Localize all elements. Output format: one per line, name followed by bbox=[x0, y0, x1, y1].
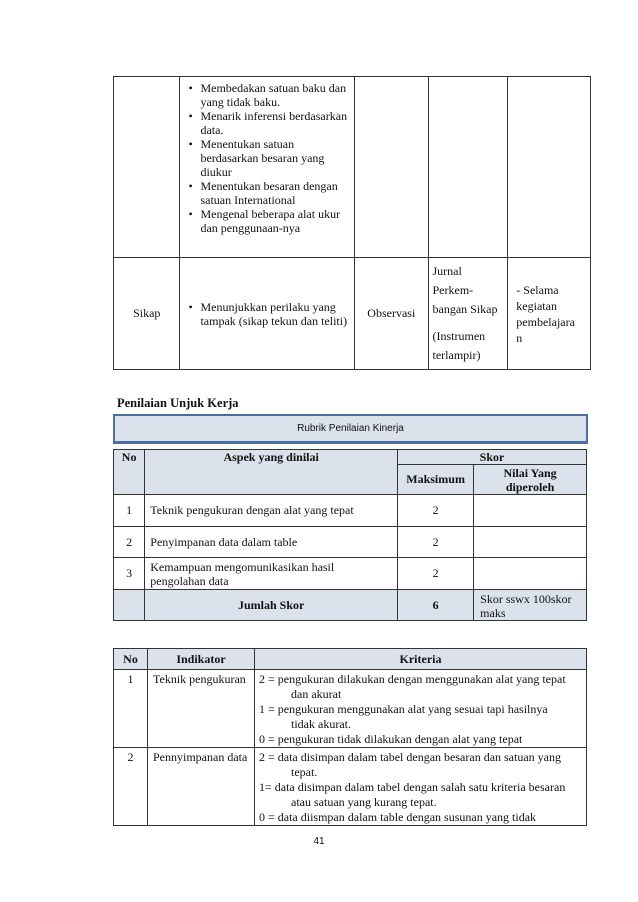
table-row bbox=[114, 670, 587, 748]
aspect-cell: Sikap bbox=[114, 258, 180, 370]
list-item: • Menarik inferensi berdasarkan data. bbox=[186, 109, 348, 137]
header-no: No bbox=[114, 450, 145, 495]
instrument-text: terlampir) bbox=[432, 348, 481, 362]
instrument-text: Jurnal bbox=[432, 264, 462, 278]
list-item: • Menentukan satuan berdasarkan besaran yang diukur bbox=[186, 137, 348, 179]
list-item: • Menentukan besaran dengan satuan International bbox=[186, 179, 348, 207]
criteria-line: 0 = pengukuran tidak dilakukan dengan alat yang tepat bbox=[259, 732, 523, 746]
row-nilai bbox=[474, 495, 587, 527]
indicator-cell bbox=[180, 258, 355, 370]
table-row bbox=[114, 258, 591, 370]
criteria-line: 1= data disimpan dalam tabel dengan salah satu kriteria besaran atau satuan yang kurang tepat. bbox=[259, 780, 566, 809]
table-cell bbox=[114, 590, 145, 621]
table-row bbox=[114, 77, 591, 258]
row-aspek: Teknik pengukuran dengan alat yang tepat bbox=[145, 495, 398, 527]
list-item: • Menunjukkan perilaku yang tampak (sikap tekun dan teliti) bbox=[186, 300, 348, 328]
header-aspek: Aspek yang dinilai bbox=[145, 450, 398, 495]
table-cell bbox=[114, 77, 180, 258]
technique-cell: Observasi bbox=[355, 258, 428, 370]
total-nilai: Skor sswx 100skor maks bbox=[474, 590, 587, 621]
row-no: 2 bbox=[114, 748, 148, 826]
header-indikator: Indikator bbox=[148, 649, 255, 670]
table-cell bbox=[355, 77, 428, 258]
header-nilai: Nilai Yang diperoleh bbox=[474, 465, 587, 495]
header-maksimum: Maksimum bbox=[398, 465, 474, 495]
row-kriteria bbox=[255, 748, 587, 826]
assessment-table bbox=[113, 76, 591, 370]
instrument-text: (Instrumen bbox=[432, 329, 486, 343]
indicator-cell bbox=[180, 77, 355, 258]
row-aspek: Penyimpanan data dalam table bbox=[145, 527, 398, 558]
row-indikator: Teknik pengukuran bbox=[148, 670, 255, 748]
row-nilai bbox=[474, 527, 587, 558]
row-maks: 2 bbox=[398, 527, 474, 558]
table-row bbox=[114, 558, 587, 590]
table-row bbox=[114, 748, 587, 826]
table-header-row bbox=[114, 450, 587, 465]
criteria-line: 0 = data diismpan dalam table dengan susunan yang tidak bbox=[259, 810, 537, 824]
row-indikator: Pennyimpanan data bbox=[148, 748, 255, 826]
total-maks: 6 bbox=[398, 590, 474, 621]
page-number: 41 bbox=[313, 836, 325, 847]
table-header-row bbox=[114, 649, 587, 670]
row-nilai bbox=[474, 558, 587, 590]
criteria-line: 2 = data disimpan dalam tabel dengan besaran dan satuan yang tepat. bbox=[259, 750, 561, 779]
row-no: 1 bbox=[114, 495, 145, 527]
rubric-title-bar: Rubrik Penilaian Kinerja bbox=[113, 414, 588, 444]
total-row bbox=[114, 590, 587, 621]
row-maks: 2 bbox=[398, 495, 474, 527]
header-no: No bbox=[114, 649, 148, 670]
table-row bbox=[114, 495, 587, 527]
row-kriteria bbox=[255, 670, 587, 748]
criteria-table bbox=[113, 648, 587, 826]
list-item: • Mengenal beberapa alat ukur dan penggunaan-nya bbox=[186, 207, 348, 235]
section-title: Penilaian Unjuk Kerja bbox=[117, 396, 239, 410]
time-cell: - Selama kegiatan pembelajara n bbox=[508, 258, 591, 370]
row-aspek: Kemampuan mengomunikasikan hasil pengolahan data bbox=[145, 558, 398, 590]
indicator-list bbox=[186, 81, 348, 235]
rubric-table bbox=[113, 449, 587, 621]
row-no: 2 bbox=[114, 527, 145, 558]
instrument-text: bangan Sikap bbox=[432, 302, 498, 316]
row-maks: 2 bbox=[398, 558, 474, 590]
list-item: • Membedakan satuan baku dan yang tidak baku. bbox=[186, 81, 348, 109]
header-skor: Skor bbox=[398, 450, 587, 465]
row-no: 3 bbox=[114, 558, 145, 590]
instrument-text: Perkem- bbox=[432, 283, 474, 297]
total-label: Jumlah Skor bbox=[145, 590, 398, 621]
instrument-cell bbox=[428, 258, 508, 370]
table-cell bbox=[508, 77, 591, 258]
indicator-list bbox=[186, 300, 348, 328]
row-no: 1 bbox=[114, 670, 148, 748]
header-kriteria: Kriteria bbox=[255, 649, 587, 670]
table-row bbox=[114, 527, 587, 558]
criteria-line: 1 = pengukuran menggunakan alat yang sesuai tapi hasilnya tidak akurat. bbox=[259, 702, 548, 731]
table-cell bbox=[428, 77, 508, 258]
criteria-line: 2 = pengukuran dilakukan dengan menggunakan alat yang tepat dan akurat bbox=[259, 672, 566, 701]
